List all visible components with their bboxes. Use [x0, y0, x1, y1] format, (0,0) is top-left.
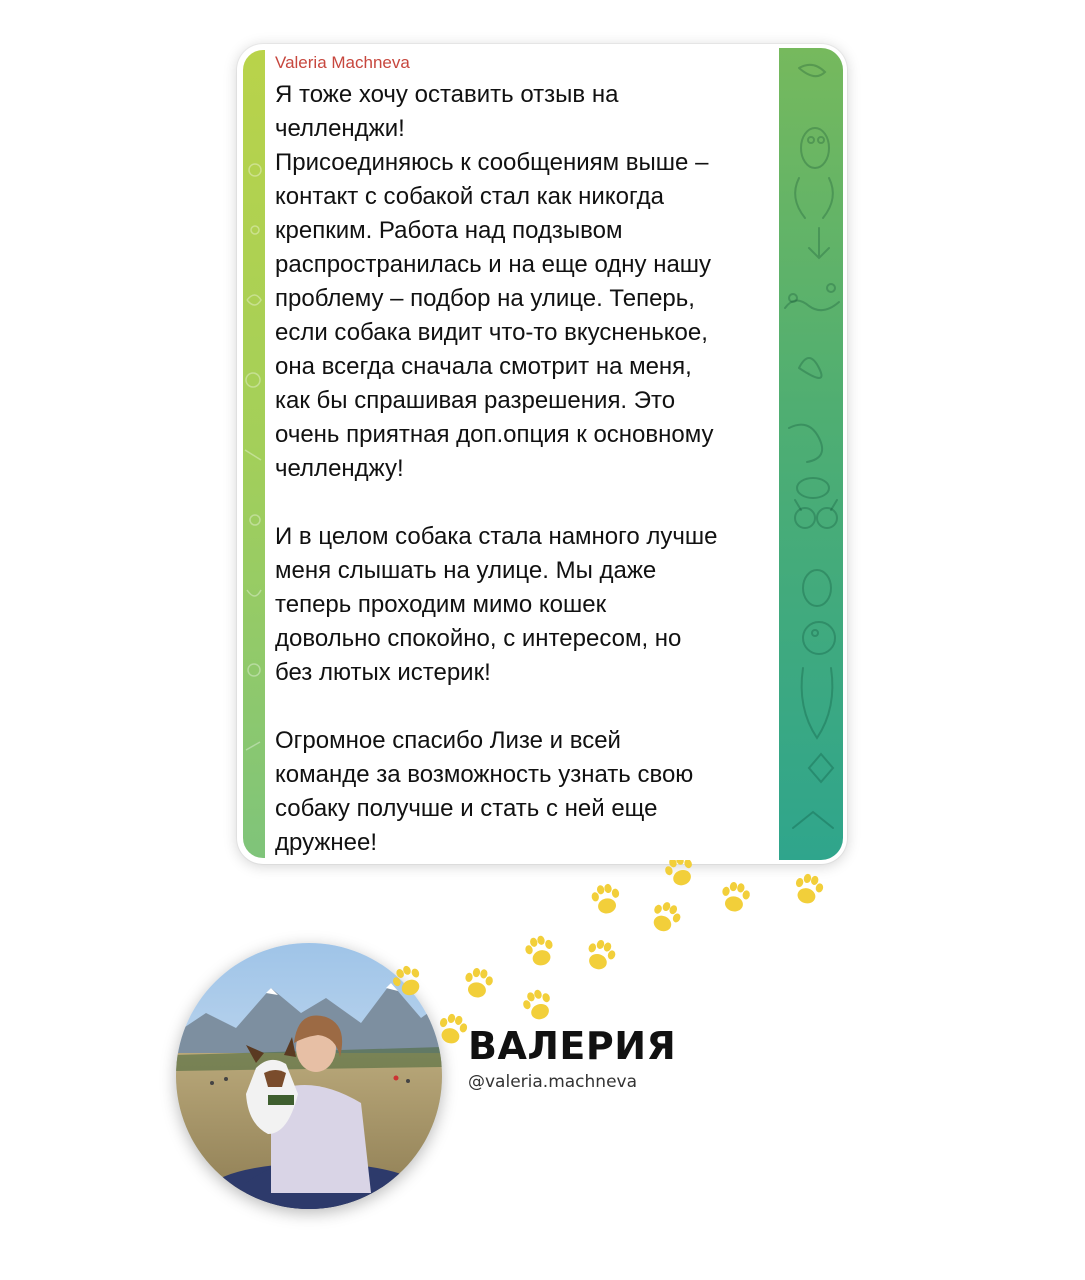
paw-print-icon — [389, 962, 426, 1000]
paw-print-icon — [523, 933, 557, 968]
paw-print-icon — [520, 987, 556, 1024]
chat-background-left — [243, 50, 265, 858]
message-text: Я тоже хочу оставить отзыв на челленджи! Присоединяюсь к сообщениям выше – контакт с собакой стал как никогда крепким. Работа над подзывом распространилась и на еще одну нашу проблему – подбор на улице. Теперь, если собака видит что-то вкусненькое, она всегда сначала смотрит на меня, как бы спрашивая разрешения. Это очень приятная доп.опция к основному челленджу! И в целом собака стала намного лучше меня слышать на улице. Мы даже теперь проходим мимо кошек довольно спокойно, с интересом, но без лютых истерик! Огромное спасибо Лизе и всей команде за возможность узнать свою собаку получше и стать с ней еще дружнее! — [275, 81, 718, 856]
doodle-pattern-right — [779, 48, 843, 860]
message-sender: Valeria Machneva — [275, 53, 410, 72]
paw-print-icon — [462, 966, 494, 999]
paw-print-icon — [435, 1011, 469, 1046]
paw-print-icon — [590, 882, 622, 915]
paw-print-icon — [791, 871, 825, 906]
paw-print-icon — [647, 898, 684, 936]
doodle-pattern — [243, 50, 265, 858]
chat-background-right — [779, 48, 843, 860]
message-card — [237, 44, 847, 864]
paw-print-icon — [719, 880, 751, 913]
paw-print-icon — [583, 937, 619, 974]
profile-handle[interactable]: @valeria.machneva — [468, 1072, 638, 1092]
paw-print-icon — [662, 860, 698, 889]
profile-name: ВАЛЕРИЯ — [468, 1024, 677, 1068]
